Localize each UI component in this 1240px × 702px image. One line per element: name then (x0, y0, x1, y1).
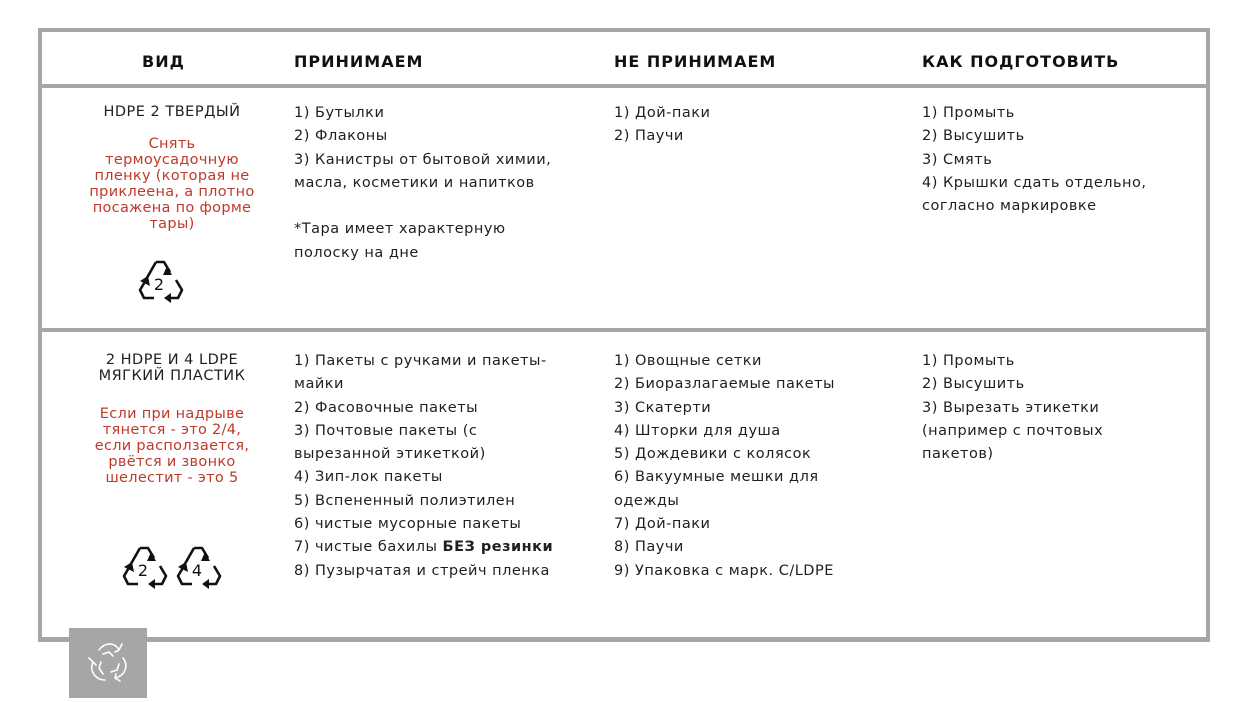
list-item: 1) Промыть (922, 105, 1015, 121)
list-item: 6) чистые мусорные пакеты (294, 516, 522, 533)
list-item: одежды (614, 492, 680, 509)
list-item: 3) Скатерти (614, 399, 712, 416)
row1-note: Снять термоусадочную пленку (которая не приклеена, а плотно посажена по форме тары) (89, 136, 255, 232)
list-item: пакетов) (922, 446, 994, 463)
row2-prepare-list (922, 350, 1103, 466)
row2-note: Если при надрыве тянется - это 2/4, если расползается, рвётся и звонко шелестит - это 5 (94, 406, 250, 486)
list-item: 5) Дождевики с колясок (614, 446, 812, 463)
row2-reject-list (614, 350, 835, 583)
bold-emphasis: БЕЗ резинки (442, 539, 554, 556)
header-prepare: КАК ПОДГОТОВИТЬ (922, 52, 1120, 71)
list-item: вырезанной этикеткой) (294, 446, 486, 463)
row1-reject-list (614, 102, 710, 149)
list-item: 2) Высушить (922, 376, 1025, 393)
list-item: 9) Упаковка с марк. C/LDPE (614, 562, 834, 579)
list-item: 4) Шторки для душа (614, 422, 781, 439)
recycling-table (38, 28, 1210, 642)
list-item: 7) Дой-паки (614, 516, 711, 533)
list-item: 1) Бутылки (294, 105, 385, 121)
header-kind: ВИД (142, 52, 185, 71)
list-item: майки (294, 376, 344, 393)
list-item: 4) Зип-лок пакеты (294, 469, 443, 486)
list-item: масла, косметики и напитков (294, 174, 535, 191)
list-item: 2) Фасовочные пакеты (294, 399, 479, 416)
list-item: *Тара имеет характерную (294, 221, 506, 238)
row1-prepare-list (922, 102, 1147, 218)
list-item: 1) Пакеты с ручками и пакеты- (294, 353, 547, 369)
list-item: 5) Вспененный полиэтилен (294, 492, 516, 509)
recycle-arrows-icon (69, 628, 147, 698)
header-accept: ПРИНИМАЕМ (294, 52, 424, 71)
ldpe-4-recycle-icon (172, 542, 226, 592)
hdpe-2-recycle-icon (134, 256, 188, 306)
list-item: 8) Пузырчатая и стрейч пленка (294, 562, 550, 579)
list-item: 3) Смять (922, 151, 993, 168)
list-item: 2) Флаконы (294, 128, 388, 145)
list-item: 8) Паучи (614, 539, 684, 556)
row2-kind-title: 2 HDPE И 4 LDPE МЯГКИЙ ПЛАСТИК (98, 352, 246, 384)
row2-accept-list (294, 350, 553, 583)
recycle-logo-badge (69, 628, 147, 698)
hdpe-2-recycle-icon (118, 542, 172, 592)
list-item: 2) Биоразлагаемые пакеты (614, 376, 835, 393)
list-item: 2) Паучи (614, 128, 684, 145)
table-header (42, 32, 1206, 88)
list-item: 1) Дой-паки (614, 105, 711, 121)
list-item: 3) Вырезать этикетки (922, 399, 1100, 416)
list-item: 1) Промыть (922, 353, 1015, 369)
list-item: 3) Канистры от бытовой химии, (294, 151, 552, 168)
list-item: согласно маркировке (922, 198, 1097, 215)
list-item: 7) чистые бахилы БЕЗ резинки (294, 539, 554, 556)
list-item: 2) Высушить (922, 128, 1025, 145)
list-item: 3) Почтовые пакеты (с (294, 422, 478, 439)
header-reject: НЕ ПРИНИМАЕМ (614, 52, 777, 71)
list-item: 1) Овощные сетки (614, 353, 762, 369)
list-item: 6) Вакуумные мешки для (614, 469, 819, 486)
svg-text:2: 2 (153, 275, 165, 294)
list-item: (например с почтовых (922, 422, 1104, 439)
svg-text:4: 4 (191, 561, 203, 580)
svg-text:2: 2 (137, 561, 149, 580)
row1-accept-list (294, 102, 551, 265)
list-item: полоску на дне (294, 244, 419, 261)
row-divider (42, 328, 1206, 332)
row1-kind-title: HDPE 2 ТВЕРДЫЙ (103, 104, 241, 120)
list-item: 4) Крышки сдать отдельно, (922, 174, 1147, 191)
